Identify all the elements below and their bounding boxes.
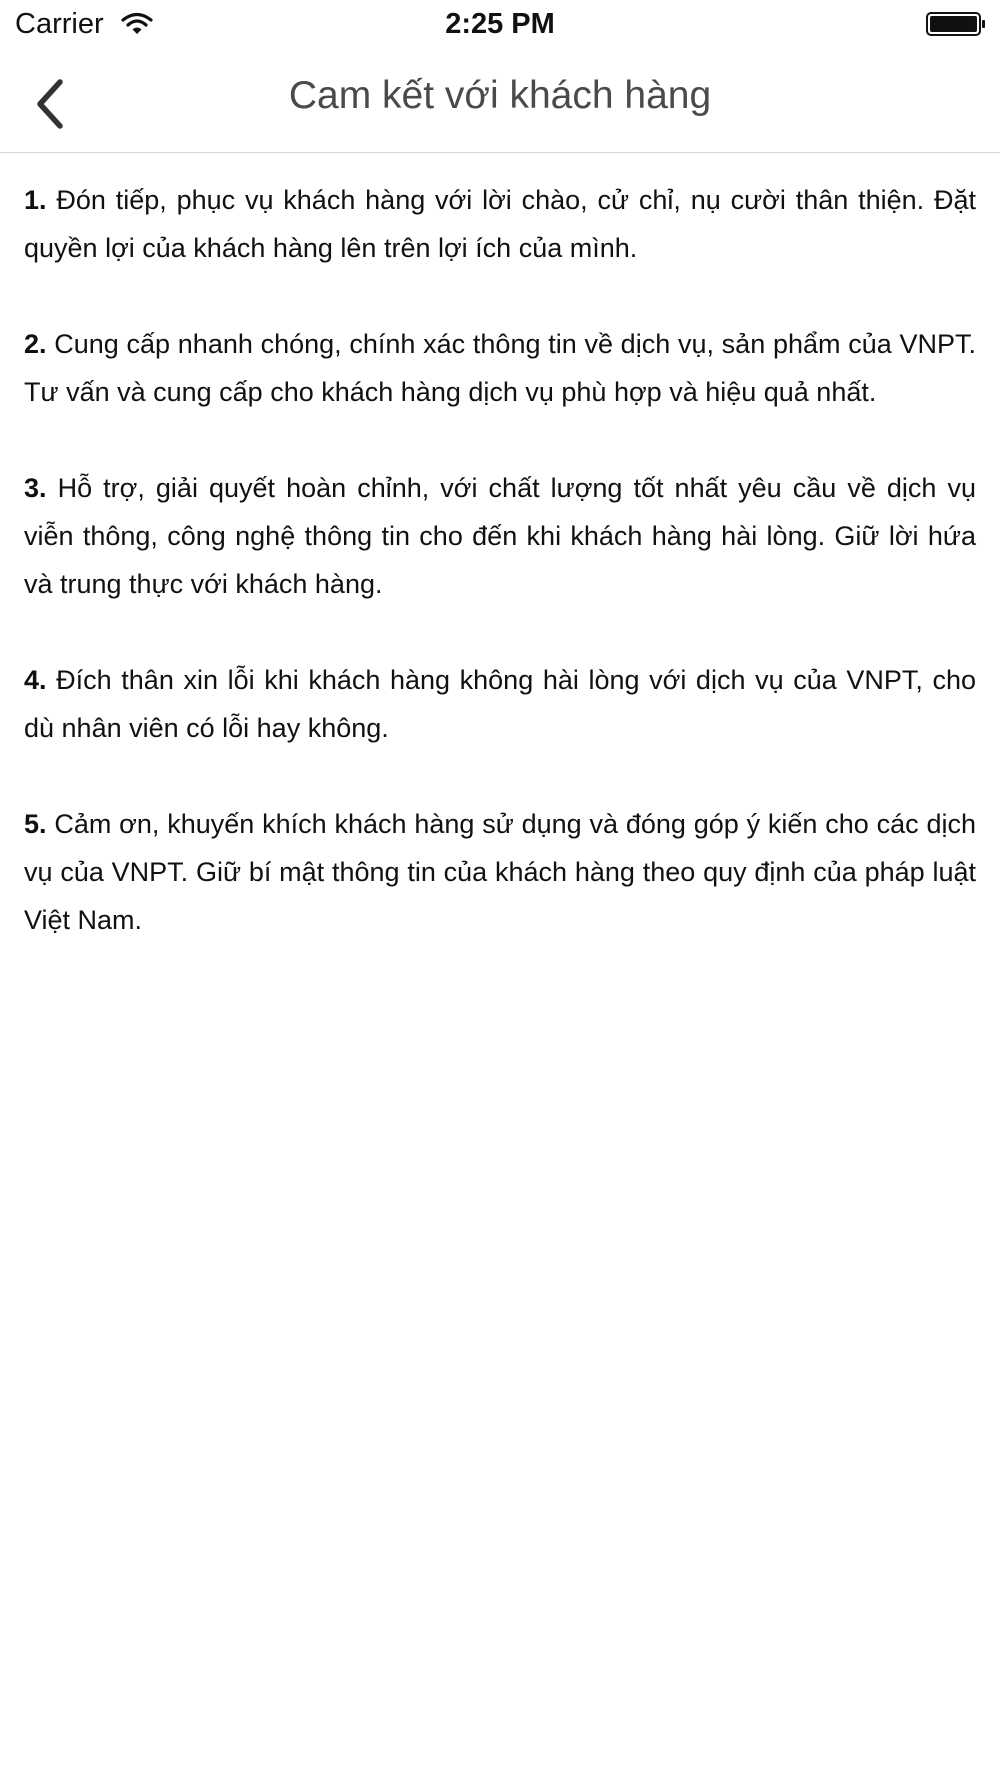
battery-icon bbox=[926, 12, 986, 36]
commitment-number: 2. bbox=[24, 329, 47, 359]
commitment-text: Đón tiếp, phục vụ khách hàng với lời chào, cử chỉ, nụ cười thân thiện. Đặt quyền lợi của khách hàng lên trên lợi ích của mình. bbox=[24, 185, 976, 263]
commitment-number: 5. bbox=[24, 809, 47, 839]
commitment-number: 1. bbox=[24, 185, 47, 215]
commitment-text: Hỗ trợ, giải quyết hoàn chỉnh, với chất lượng tốt nhất yêu cầu về dịch vụ viễn thông, công nghệ thông tin cho đến khi khách hàng hài lòng. Giữ lời hứa và trung thực với khách hàng. bbox=[24, 473, 976, 599]
commitment-item bbox=[24, 320, 976, 416]
commitment-number: 4. bbox=[24, 665, 47, 695]
commitment-number: 3. bbox=[24, 473, 47, 503]
commitment-item bbox=[24, 800, 976, 944]
status-bar bbox=[0, 0, 1000, 50]
commitment-text: Cảm ơn, khuyến khích khách hàng sử dụng và đóng góp ý kiến cho các dịch vụ của VNPT. Giữ bí mật thông tin của khách hàng theo quy định của pháp luật Việt Nam. bbox=[24, 809, 976, 935]
commitment-text: Đích thân xin lỗi khi khách hàng không hài lòng với dịch vụ của VNPT, cho dù nhân viên có lỗi hay không. bbox=[24, 665, 977, 743]
commitment-item bbox=[24, 176, 976, 272]
commitment-item bbox=[24, 464, 976, 608]
navigation-bar bbox=[0, 50, 1000, 153]
commitments-list bbox=[24, 176, 976, 992]
carrier-label: Carrier bbox=[15, 8, 104, 40]
page-title: Cam kết với khách hàng bbox=[288, 74, 712, 117]
status-time: 2:25 PM bbox=[445, 8, 555, 40]
commitment-text: Cung cấp nhanh chóng, chính xác thông tin về dịch vụ, sản phẩm của VNPT. Tư vấn và cung cấp cho khách hàng dịch vụ phù hợp và hiệu quả nhất. bbox=[24, 329, 976, 407]
commitment-item bbox=[24, 656, 976, 752]
